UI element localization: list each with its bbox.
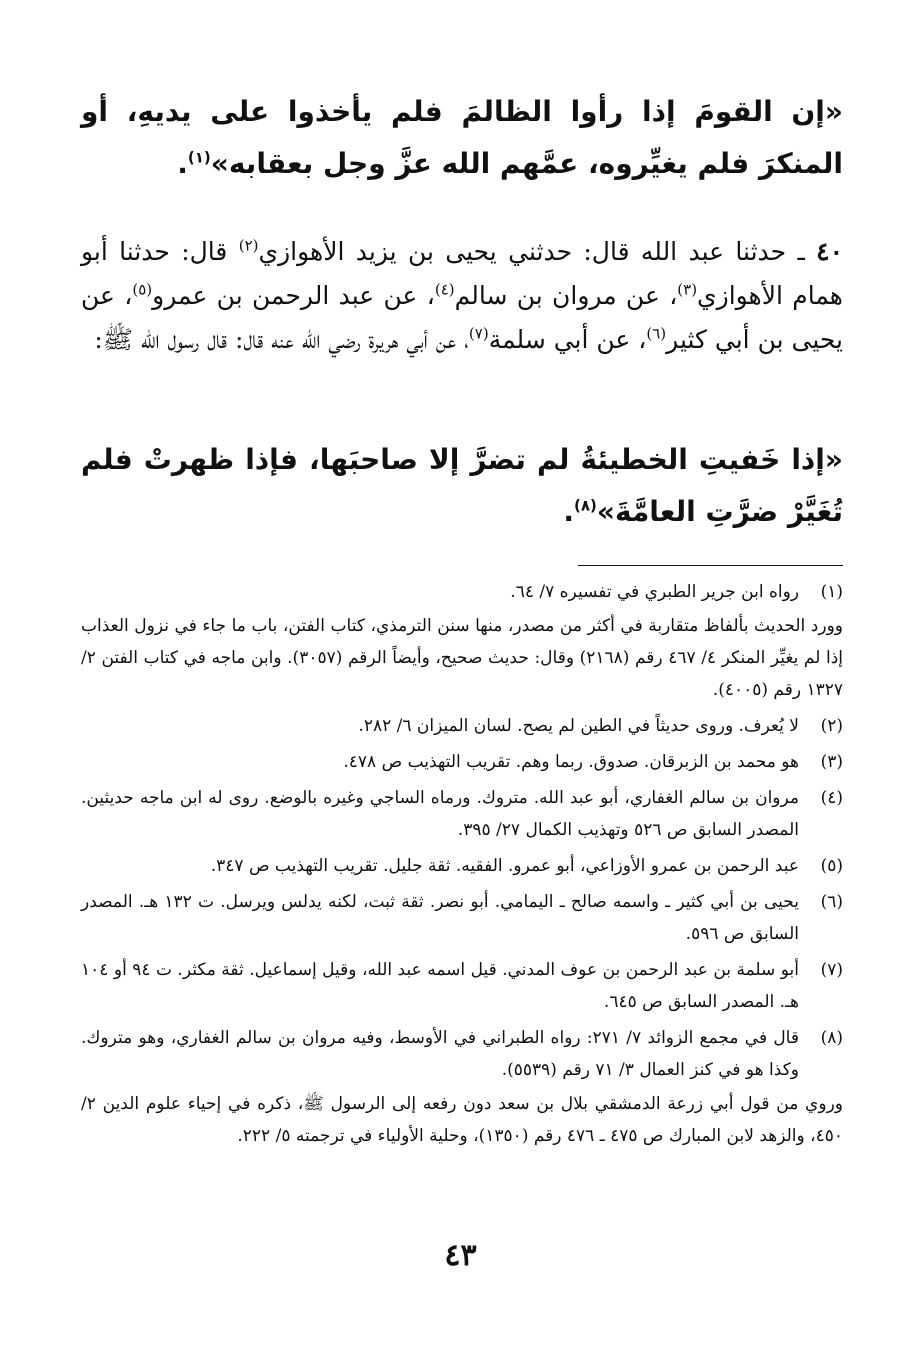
footnote-text: مروان بن سالم الغفاري، أبو عبد الله. متروك. ورماه الساجي وغيره بالوضع. روى له ابن ماجه حديثين. المصدر السابق ص ٥٢٦ وتهذيب الكمال ٢٧/ ٣٩٥. [81, 788, 799, 840]
footnote-8-continuation: وروي من قول أبي زرعة الدمشقي بلال بن سعد دون رفعه إلى الرسول ﷺ، ذكره في إحياء علوم الدين ٢/ ٤٥٠، والزهد لابن المبارك ص ٤٧٥ ـ ٤٧٦ رقم (١٣٥٠)، وحلية الأولياء في ترجمته ٥/ ٢٢٢. [81, 1094, 843, 1146]
narration-part-2: قال: حدثنا أبو همام الأهوازي [81, 237, 843, 310]
footnote-number: (٨) [820, 1028, 843, 1048]
footnote-text: عبد الرحمن بن عمرو الأوزاعي، أبو عمرو. الفقيه. ثقة جليل. تقريب التهذيب ص ٣٤٧. [210, 856, 799, 876]
hadith-40-text [81, 434, 843, 538]
footnote-ref-4: (٤) [434, 280, 455, 299]
footnote-body [81, 746, 799, 778]
footnote-5 [81, 850, 843, 882]
narration-part-1: ـ حدثنا عبد الله قال: حدثني يحيى بن يزيد الأهوازي [258, 237, 817, 266]
narration-part-7: ، عن أبي هريرة رضي الله عنه قال: قال رسول الله ﷺ: [94, 325, 469, 354]
footnote-1-continuation: وورد الحديث بألفاظ متقاربة في أكثر من مصدر، منها سنن الترمذي، كتاب الفتن، باب ما جاء في نزول العذاب إذا لم يغيِّر المنكر ٤/ ٤٦٧ رقم (٢١٦٨) وقال: حديث صحيح، وأيضاً الرقم (٣٠٥٧). وابن ماجه في كتاب الفتن ٢/ ١٣٢٧ رقم (٤٠٠٥). [81, 616, 844, 700]
narration-part-5: ، عن يحيى بن أبي كثير [81, 281, 843, 354]
footnote-number: (١) [820, 582, 843, 602]
footnote-body [81, 782, 799, 846]
footnote-ref-5: (٥) [132, 280, 153, 299]
narration-part-3: ، عن مروان بن سالم [454, 281, 678, 310]
footnote-2 [81, 710, 843, 742]
footnote-separator [578, 565, 843, 566]
hadith-39-tail: . [177, 147, 188, 180]
narration-part-4: ، عن عبد الرحمن بن عمرو [152, 281, 435, 310]
footnote-body [81, 576, 799, 608]
footnote-text: يحيى بن أبي كثير ـ واسمه صالح ـ اليمامي. أبو نصر. ثقة ثبت، لكنه يدلس ويرسل. ت ١٣٢ هـ. المصدر السابق ص ٥٩٦. [81, 892, 799, 944]
hadith-40-body: «إذا خَفيتِ الخطيئةُ لم تضرَّ إلا صاحبَها، فإذا ظهرتْ فلم تُغَيَّرْ ضرَّتِ العامَّةَ» [81, 443, 843, 528]
footnote-number: (٦) [820, 892, 843, 912]
footnote-1 [81, 576, 843, 608]
footnote-body [81, 850, 799, 882]
footnote-body [81, 1022, 799, 1086]
footnote-ref-6: (٦) [646, 324, 667, 343]
page-number: ٤٣ [444, 1238, 477, 1273]
footnote-ref-3: (٣) [677, 280, 698, 299]
hadith-40-tail: . [563, 495, 575, 528]
hadith-39-text [81, 86, 843, 190]
footnote-ref-2: (٢) [238, 236, 259, 255]
footnote-4 [81, 782, 843, 846]
footnote-6 [81, 886, 843, 950]
footnote-text: هو محمد بن الزبرقان. صدوق. ربما وهم. تقريب التهذيب ص ٤٧٨. [343, 752, 799, 772]
footnote-number: (٢) [820, 716, 843, 736]
footnote-text: قال في مجمع الزوائد ٧/ ٢٧١: رواه الطبراني في الأوسط، وفيه مروان بن سالم الغفاري، وهو متروك. وكذا هو في كنز العمال ٣/ ٧١ رقم (٥٥٣٩). [81, 1028, 799, 1080]
footnote-number: (٣) [820, 752, 843, 772]
footnote-ref-8: (٨) [574, 496, 597, 515]
footnote-number: (٤) [820, 788, 843, 808]
footnote-8 [81, 1022, 843, 1086]
narration-number: ٤٠ [816, 237, 843, 266]
footnote-text: لا يُعرف. وروى حديثاً في الطين لم يصح. لسان الميزان ٦/ ٢٨٢. [358, 716, 799, 736]
narration-part-6: ، عن أبي سلمة [488, 325, 647, 354]
footnotes-section [81, 572, 843, 1152]
footnote-ref-7: (٧) [468, 324, 489, 343]
footnote-body [81, 954, 799, 1018]
footnote-text: أبو سلمة بن عبد الرحمن بن عوف المدني. قيل اسمه عبد الله، وقيل إسماعيل. ثقة مكثر. ت ٩٤ أو ١٠٤ هـ. المصدر السابق ص ٦٤٥. [81, 960, 799, 1012]
footnote-body [81, 710, 799, 742]
footnote-body [81, 886, 799, 950]
footnote-ref-1: (١) [187, 148, 211, 167]
footnote-7 [81, 954, 843, 1018]
narration-40 [81, 230, 843, 362]
footnote-number: (٧) [820, 960, 843, 980]
footnote-number: (٥) [820, 856, 843, 876]
hadith-39-body: «إن القومَ إذا رأوا الظالمَ فلم يأخذوا على يديهِ، أو المنكرَ فلم يغيِّروه، عمَّهم الله عزَّ وجل بعقابه» [81, 95, 843, 180]
footnote-3 [81, 746, 843, 778]
footnote-text: رواه ابن جرير الطبري في تفسيره ٧/ ٦٤. [510, 582, 799, 602]
